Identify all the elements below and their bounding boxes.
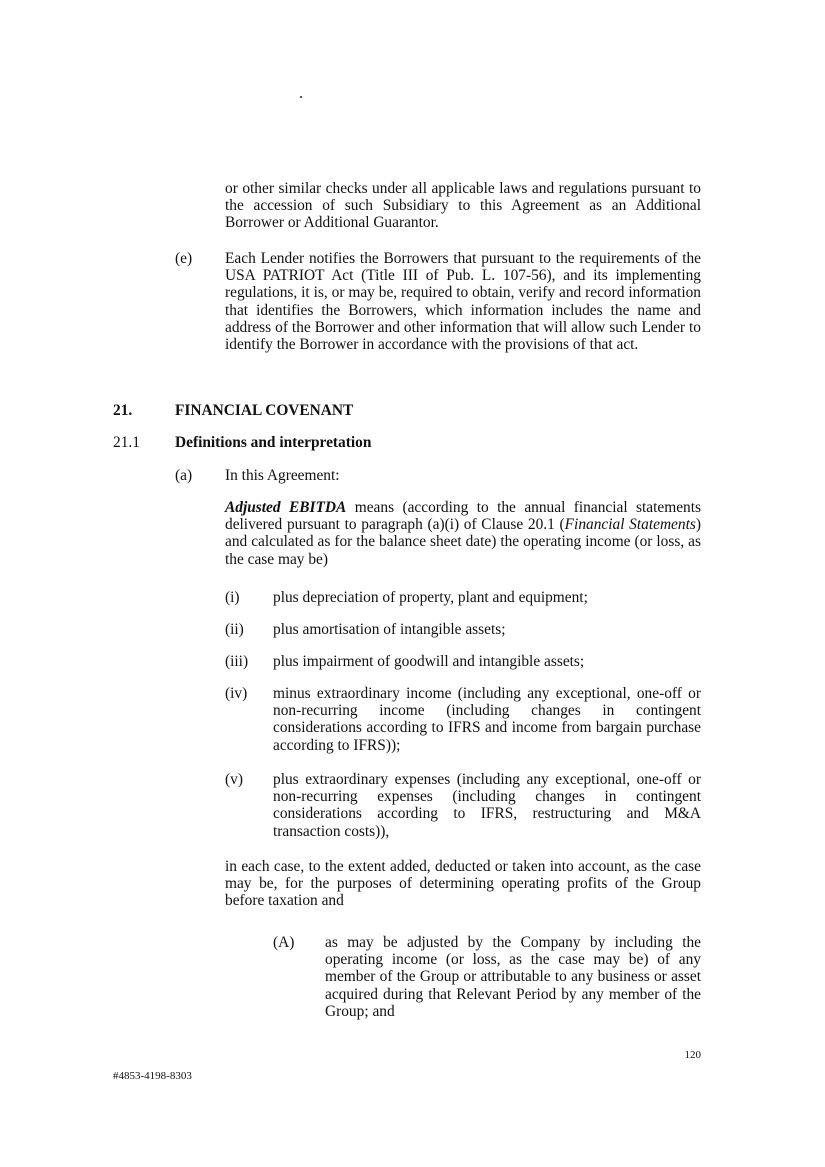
item-text: minus extraordinary income (including any exceptional, one-off or non-recurring income (including changes in contingent considerations according to IFRS and income from bargain purchase according to IFRS)); (273, 685, 701, 754)
defined-term: Adjusted EBITDA (225, 499, 347, 516)
section-number: 21. (113, 402, 133, 419)
page-number: 120 (684, 1049, 701, 1061)
paragraph-a-label: (a) (175, 467, 193, 484)
paragraph-e-text: Each Lender notifies the Borrowers that pursuant to the requirements of the USA PATRIOT Act (Title III of Pub. L. 107-56), and its implementing regulations, it is, or may be, required to obtain, verify and record information that identifies the Borrowers, which information includes the name and address of the Borrower and other information that will allow such Lender to identify the Borrower in accordance with the provisions of that act. (225, 250, 701, 354)
document-id: #4853-4198-8303 (113, 1070, 192, 1082)
item-label: (i) (225, 589, 240, 606)
sub-item-a-text: as may be adjusted by the Company by including the operating income (or loss, as the case may be) of any member of the Group or attributable to any business or asset acquired during that Relevant Period by any member of the Group; and (325, 934, 701, 1020)
sub-item-a-label: (A) (273, 934, 295, 951)
item-label: (v) (225, 771, 243, 788)
continuation-paragraph: or other similar checks under all applicable laws and regulations pursuant to the accession of such Subsidiary to this Agreement as an Additional Borrower or Additional Guarantor. (225, 180, 701, 232)
item-label: (iii) (225, 653, 249, 670)
closing-paragraph: in each case, to the extent added, deducted or taken into account, as the case may be, for the purposes of determining operating profits of the Group before taxation and (225, 858, 701, 910)
definition-text-1: means (according to the annual financial statements delivered pursuant to paragraph (a)(i) of Clause 20.1 ( (225, 499, 701, 534)
item-text: plus amortisation of intangible assets; (273, 621, 506, 638)
item-text: plus depreciation of property, plant and equipment; (273, 589, 588, 606)
subsection-title: Definitions and interpretation (175, 434, 372, 451)
stray-mark (300, 96, 302, 98)
item-text: plus impairment of goodwill and intangible assets; (273, 653, 585, 670)
item-label: (ii) (225, 621, 244, 638)
definition-paragraph (225, 499, 701, 568)
subsection-number: 21.1 (113, 434, 140, 451)
paragraph-e-label: (e) (175, 250, 193, 267)
item-text: plus extraordinary expenses (including any exceptional, one-off or non-recurring expenses (including changes in contingent considerations according to IFRS, restructuring and M&A transaction costs)), (273, 771, 701, 840)
item-label: (iv) (225, 685, 248, 702)
definition-text-2: ) and calculated as for the balance sheet date) the operating income (or loss, as the case may be) (225, 516, 701, 568)
section-title: FINANCIAL COVENANT (175, 402, 354, 419)
clause-reference: Financial Statements (564, 516, 696, 534)
paragraph-a-text: In this Agreement: (225, 467, 340, 484)
